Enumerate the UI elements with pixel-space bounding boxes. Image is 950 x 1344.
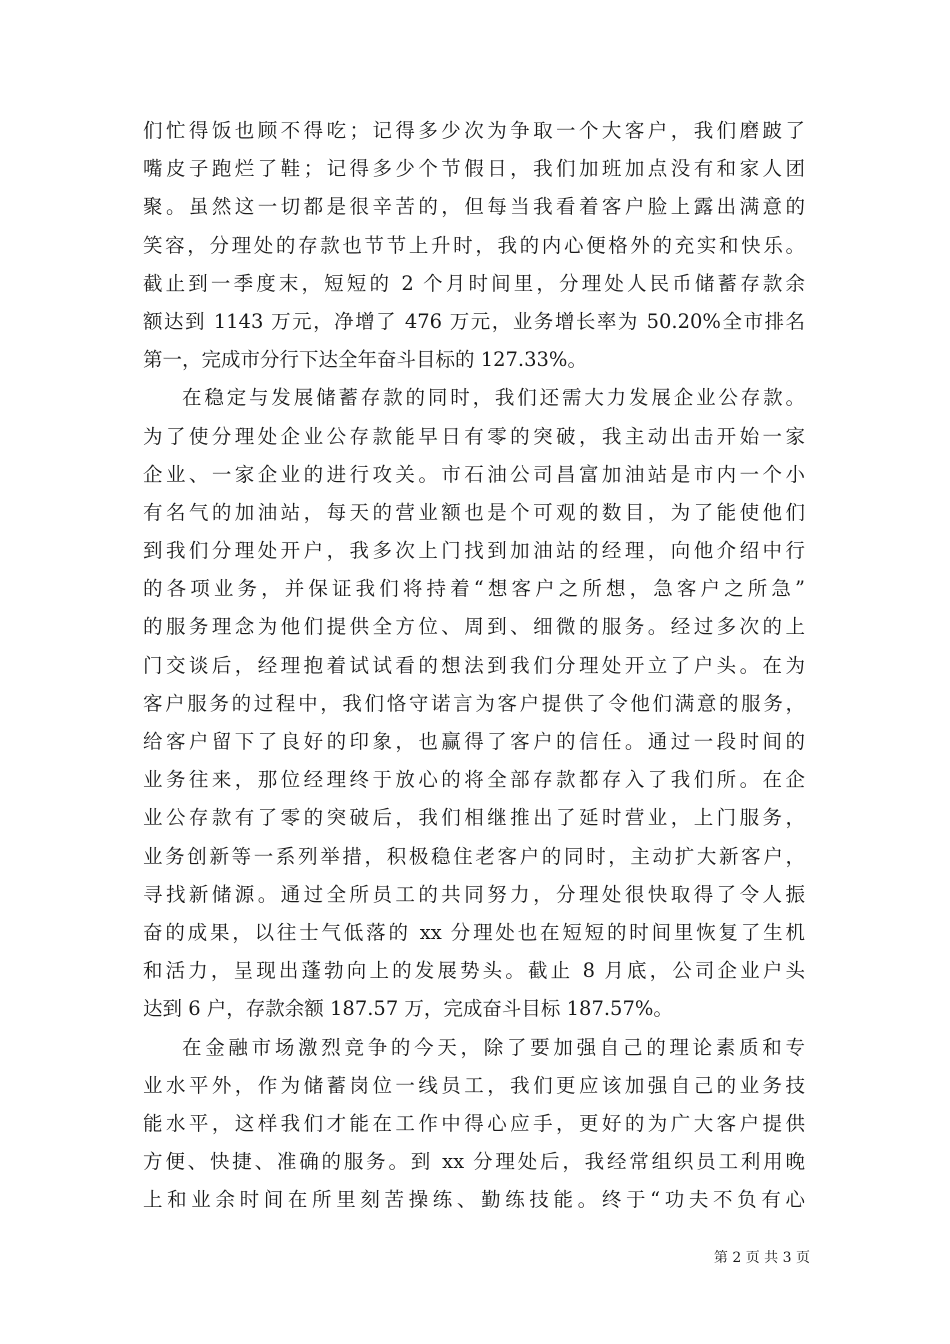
text-line: 业务创新等一系列举措，积极稳住老客户的同时，主动扩大新客户， <box>143 844 805 868</box>
text-line: 方便、快捷、准确的服务。到 xx 分理处后，我经常组织员工利用晚 <box>143 1150 805 1174</box>
text-line: 聚。虽然这一切都是很辛苦的，但每当我看着客户脸上露出满意的 <box>143 195 805 219</box>
paragraph-first-line: 在稳定与发展储蓄存款的同时，我们还需大力发展企业公存款。 <box>182 386 805 410</box>
page-number: 第 2 页 共 3 页 <box>713 1250 810 1266</box>
text-line: 额达到 1143 万元，净增了 476 万元，业务增长率为 50.20%全市排名 <box>143 309 805 333</box>
document-body <box>143 112 805 1219</box>
text-line: 业水平外，作为储蓄岗位一线员工，我们更应该加强自己的业务技 <box>143 1073 805 1097</box>
text-line: 笑容，分理处的存款也节节上升时，我的内心便格外的充实和快乐。 <box>143 233 805 257</box>
text-line: 门交谈后，经理抱着试试看的想法到我们分理处开立了户头。在为 <box>143 653 805 677</box>
text-line: 嘴皮子跑烂了鞋；记得多少个节假日，我们加班加点没有和家人团 <box>143 157 805 181</box>
text-line: 的各项业务，并保证我们将持着“想客户之所想，急客户之所急” <box>143 577 805 601</box>
text-line: 奋的成果，以往士气低落的 xx 分理处也在短短的时间里恢复了生机 <box>143 920 805 944</box>
text-line: 到我们分理处开户，我多次上门找到加油站的经理，向他介绍中行 <box>143 539 805 563</box>
text-line: 客户服务的过程中，我们恪守诺言为客户提供了令他们满意的服务， <box>143 691 805 715</box>
text-line: 寻找新储源。通过全所员工的共同努力，分理处很快取得了令人振 <box>143 882 805 906</box>
text-line: 业公存款有了零的突破后，我们相继推出了延时营业，上门服务， <box>143 806 805 830</box>
text-line: 能水平，这样我们才能在工作中得心应手，更好的为广大客户提供 <box>143 1111 805 1135</box>
text-line: 的服务理念为他们提供全方位、周到、细微的服务。经过多次的上 <box>143 615 805 639</box>
text-line: 业务往来，那位经理终于放心的将全部存款都存入了我们所。在企 <box>143 768 805 792</box>
text-line: 们忙得饭也顾不得吃；记得多少次为争取一个大客户，我们磨跛了 <box>143 119 805 142</box>
text-line: 截止到一季度末，短短的 2 个月时间里，分理处人民币储蓄存款余 <box>143 271 805 295</box>
text-line: 上和业余时间在所里刻苦操练、勤练技能。终于“功夫不负有心 <box>143 1188 805 1212</box>
text-line: 为了使分理处企业公存款能早日有零的突破，我主动出击开始一家 <box>143 424 805 448</box>
text-line: 企业、一家企业的进行攻关。市石油公司昌富加油站是市内一个小 <box>143 462 805 486</box>
text-line: 第一，完成市分行下达全年奋斗目标的 127.33%。 <box>143 348 587 372</box>
text-line: 达到 6 户，存款余额 187.57 万，完成奋斗目标 187.57%。 <box>143 997 673 1021</box>
paragraph-first-line: 在金融市场激烈竞争的今天，除了要加强自己的理论素质和专 <box>182 1035 805 1059</box>
text-line: 给客户留下了良好的印象，也赢得了客户的信任。通过一段时间的 <box>143 730 805 753</box>
text-line: 和活力，呈现出蓬勃向上的发展势头。截止 8 月底，公司企业户头 <box>143 959 805 983</box>
text-line: 有名气的加油站，每天的营业额也是个可观的数目，为了能使他们 <box>143 500 805 524</box>
